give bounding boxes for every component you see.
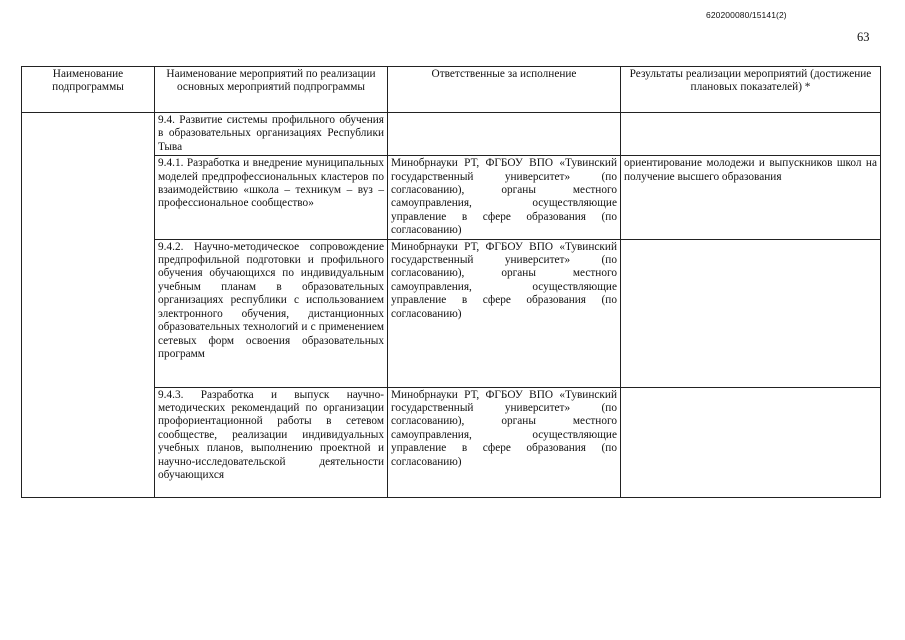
results-cell [621, 113, 881, 156]
column-header-measures: Наименование мероприятий по реализации основных мероприятий подпрограммы [155, 67, 388, 113]
measure-cell: 9.4.3. Разработка и выпуск научно-методических рекомендаций по организации профориентационной работы в сетевом сообществе, реализации индивидуальных учебных планов, выполнению проектной и научно-исследовательской деятельности обучающихся [155, 387, 388, 497]
results-cell: ориентирование молодежи и выпускников школ на получение высшего образования [621, 156, 881, 239]
column-header-responsible: Ответственные за исполнение [388, 67, 621, 113]
responsible-cell: Минобрнауки РТ, ФГБОУ ВПО «Тувинский государственный университет» (по согласованию), органы местного самоуправления, осуществляющие управление в сфере образования (по согласованию) [388, 156, 621, 239]
table-header-row [22, 67, 881, 113]
document-code: 620200080/15141(2) [706, 10, 787, 20]
measure-cell: 9.4. Развитие системы профильного обучения в образовательных организациях Республики Тыва [155, 113, 388, 156]
responsible-cell: Минобрнауки РТ, ФГБОУ ВПО «Тувинский государственный университет» (по согласованию), органы местного самоуправления, осуществляющие управление в сфере образования (по согласованию) [388, 387, 621, 497]
measure-cell: 9.4.1. Разработка и внедрение муниципальных моделей предпрофессиональных кластеров по взаимодействию «школа – техникум – вуз – профессиональное сообщество» [155, 156, 388, 239]
results-cell [621, 387, 881, 497]
column-header-subprogram: Наименование подпрограммы [22, 67, 155, 113]
page-number: 63 [857, 30, 870, 44]
responsible-cell [388, 113, 621, 156]
measures-table [21, 66, 881, 498]
responsible-cell: Минобрнауки РТ, ФГБОУ ВПО «Тувинский государственный университет» (по согласованию), органы местного самоуправления, осуществляющие управление в сфере образования (по согласованию) [388, 239, 621, 387]
subprogram-cell [22, 113, 155, 498]
measure-cell: 9.4.2. Научно-методическое сопровождение предпрофильной подготовки и профильного обучения обучающихся по индивидуальным учебным планам в образовательных организациях республики с использованием электронного обучения, дистанционных образовательных технологий и с применением сетевых форм освоения образовательных программ [155, 239, 388, 387]
results-cell [621, 239, 881, 387]
column-header-results: Результаты реализации мероприятий (достижение плановых показателей) * [621, 67, 881, 113]
table-row [22, 113, 881, 156]
